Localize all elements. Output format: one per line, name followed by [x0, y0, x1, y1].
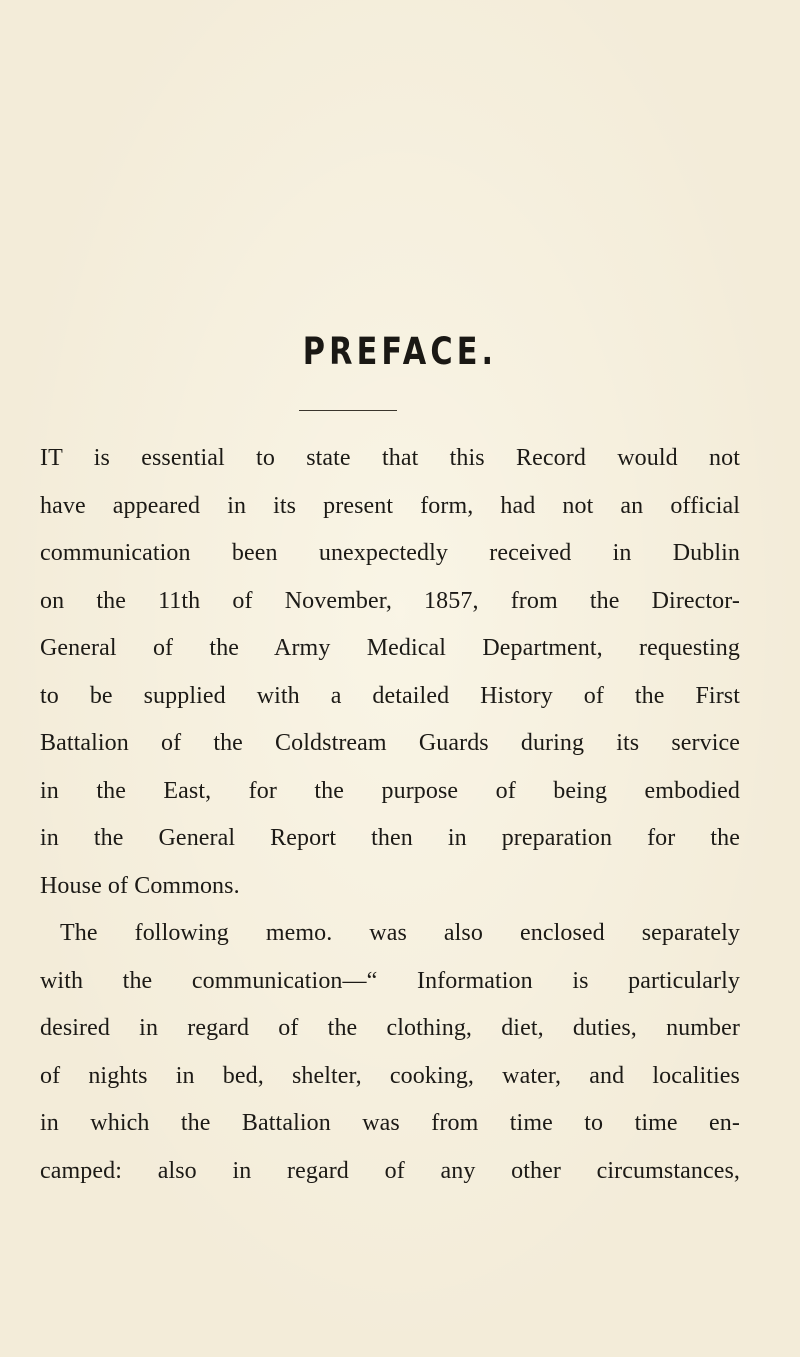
- text-line: on the 11th of November, 1857, from the Director-: [40, 587, 740, 614]
- text-line: Battalion of the Coldstream Guards during its service: [40, 730, 740, 756]
- text-line: in the General Report then in preparation for the: [40, 825, 740, 851]
- text-line: in the East, for the purpose of being embodied: [40, 777, 740, 804]
- text-line: with the communication—“ Information is particularly: [40, 967, 740, 994]
- preface-body: [40, 435, 740, 1195]
- page-title: PREFACE.: [302, 330, 498, 373]
- paragraph-1: [40, 435, 740, 910]
- title-divider: [299, 410, 397, 411]
- text-line: IT is essential to state that this Record would not: [40, 445, 740, 471]
- paragraph-2: [40, 910, 740, 1195]
- text-line: The following memo. was also enclosed separately: [60, 920, 740, 946]
- text-line: of nights in bed, shelter, cooking, water, and localities: [40, 1062, 740, 1089]
- text-line: camped: also in regard of any other circumstances,: [40, 1157, 740, 1184]
- text-line: in which the Battalion was from time to time en-: [40, 1110, 740, 1136]
- text-line: to be supplied with a detailed History of the First: [40, 682, 740, 709]
- text-line: General of the Army Medical Department, requesting: [40, 635, 740, 661]
- text-line: have appeared in its present form, had not an official: [40, 492, 740, 519]
- text-line: House of Commons.: [40, 872, 240, 899]
- text-line: desired in regard of the clothing, diet, duties, number: [40, 1015, 740, 1041]
- text-line: communication been unexpectedly received in Dublin: [40, 540, 740, 566]
